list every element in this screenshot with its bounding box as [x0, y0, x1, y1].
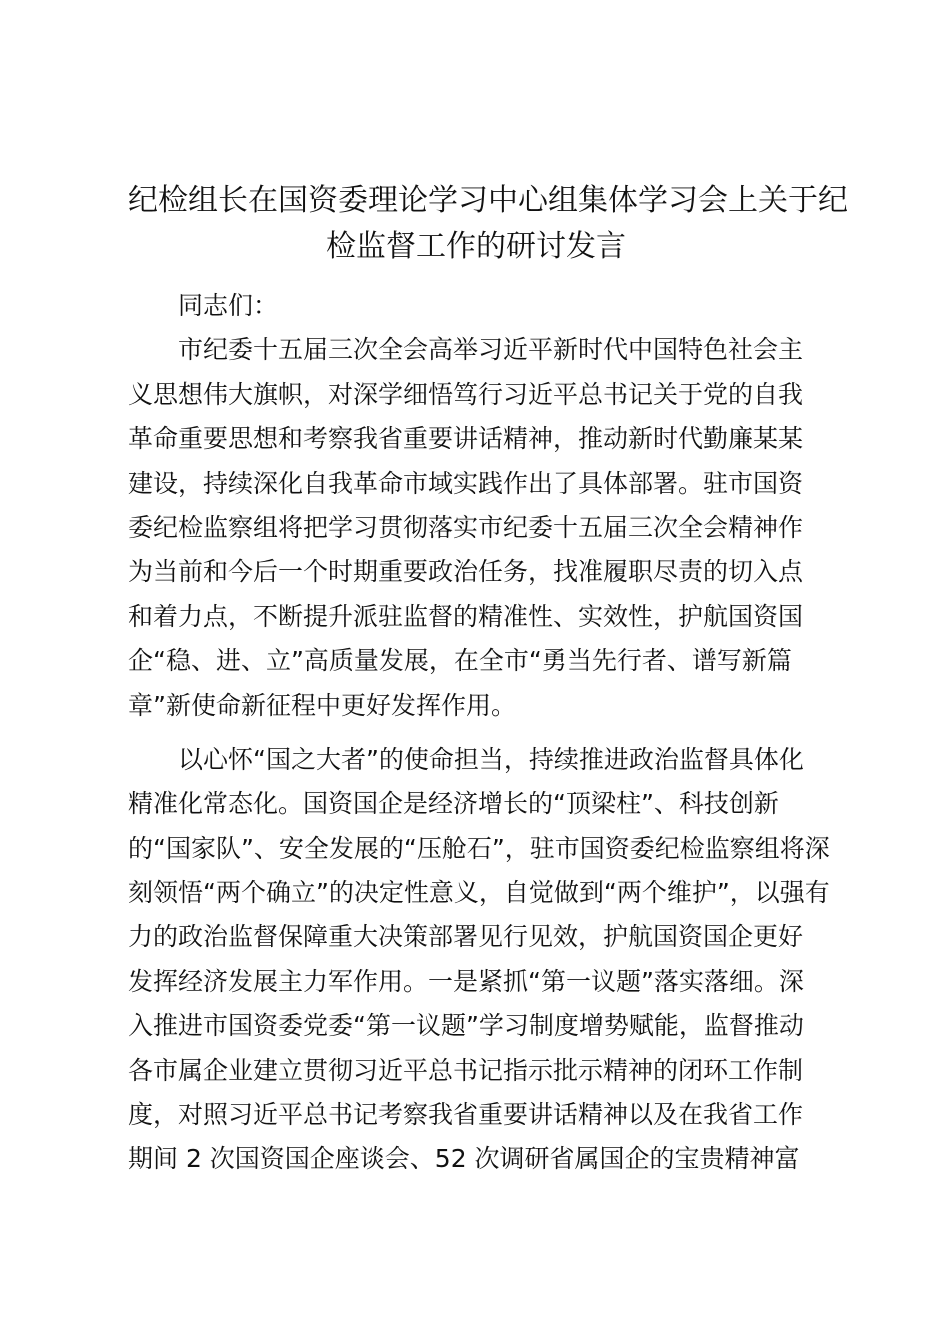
- paragraph-line: 和着力点，不断提升派驻监督的精准性、实效性，护航国资国: [128, 601, 804, 631]
- paragraph-line: 义思想伟大旗帜，对深学细悟笃行习近平总书记关于党的自我: [128, 379, 804, 409]
- document-page: [128, 178, 848, 1182]
- paragraph-line: 章”新使命新征程中更好发挥作用。: [128, 690, 516, 720]
- paragraph-line: 刻领悟“两个确立”的决定性意义，自觉做到“两个维护”，以强有: [128, 878, 830, 908]
- paragraph-line: 入推进市国资委党委“第一议题”学习制度增势赋能，监督推动: [128, 1011, 804, 1041]
- paragraph-line: 期间 2 次国资国企座谈会、52 次调研省属国企的宝贵精神富: [128, 1144, 800, 1174]
- title-line: 纪检组长在国资委理论学习中心组集体学习会上关于纪: [128, 183, 848, 218]
- paragraph-line: 市纪委十五届三次全会高举习近平新时代中国特色社会主: [178, 335, 804, 365]
- paragraph-line: 精准化常态化。国资国企是经济增长的“顶梁柱”、科技创新: [128, 789, 779, 819]
- paragraph-1: [128, 328, 824, 728]
- document-title: [128, 178, 848, 270]
- paragraph-line: 度，对照习近平总书记考察我省重要讲话精神以及在我省工作: [128, 1100, 804, 1130]
- paragraph-line: 为当前和今后一个时期重要政治任务，找准履职尽责的切入点: [128, 557, 804, 587]
- paragraph-line: 各市属企业建立贯彻习近平总书记指示批示精神的闭环工作制: [128, 1055, 804, 1085]
- paragraph-line: 的“国家队”、安全发展的“压舱石”，驻市国资委纪检监察组将深: [128, 833, 830, 863]
- paragraph-gap: [128, 728, 824, 738]
- paragraph-line: 企“稳、进、立”高质量发展，在全市“勇当先行者、谱写新篇: [128, 646, 792, 676]
- paragraph-line: 发挥经济发展主力军作用。一是紧抓“第一议题”落实落细。深: [128, 966, 804, 996]
- paragraph-line: 力的政治监督保障重大决策部署见行见效，护航国资国企更好: [128, 922, 804, 952]
- paragraph-line: 委纪检监察组将把学习贯彻落实市纪委十五届三次全会精神作: [128, 512, 804, 542]
- title-line: 检监督工作的研讨发言: [326, 229, 626, 264]
- paragraph-2: [128, 738, 830, 1182]
- document-body: [128, 284, 830, 1182]
- salutation: 同志们：: [178, 291, 279, 320]
- paragraph-line: 革命重要思想和考察我省重要讲话精神，推动新时代勤廉某某: [128, 424, 804, 454]
- paragraph-line: 建设，持续深化自我革命市域实践作出了具体部署。驻市国资: [128, 468, 804, 498]
- paragraph-line: 以心怀“国之大者”的使命担当，持续推进政治监督具体化: [178, 744, 804, 774]
